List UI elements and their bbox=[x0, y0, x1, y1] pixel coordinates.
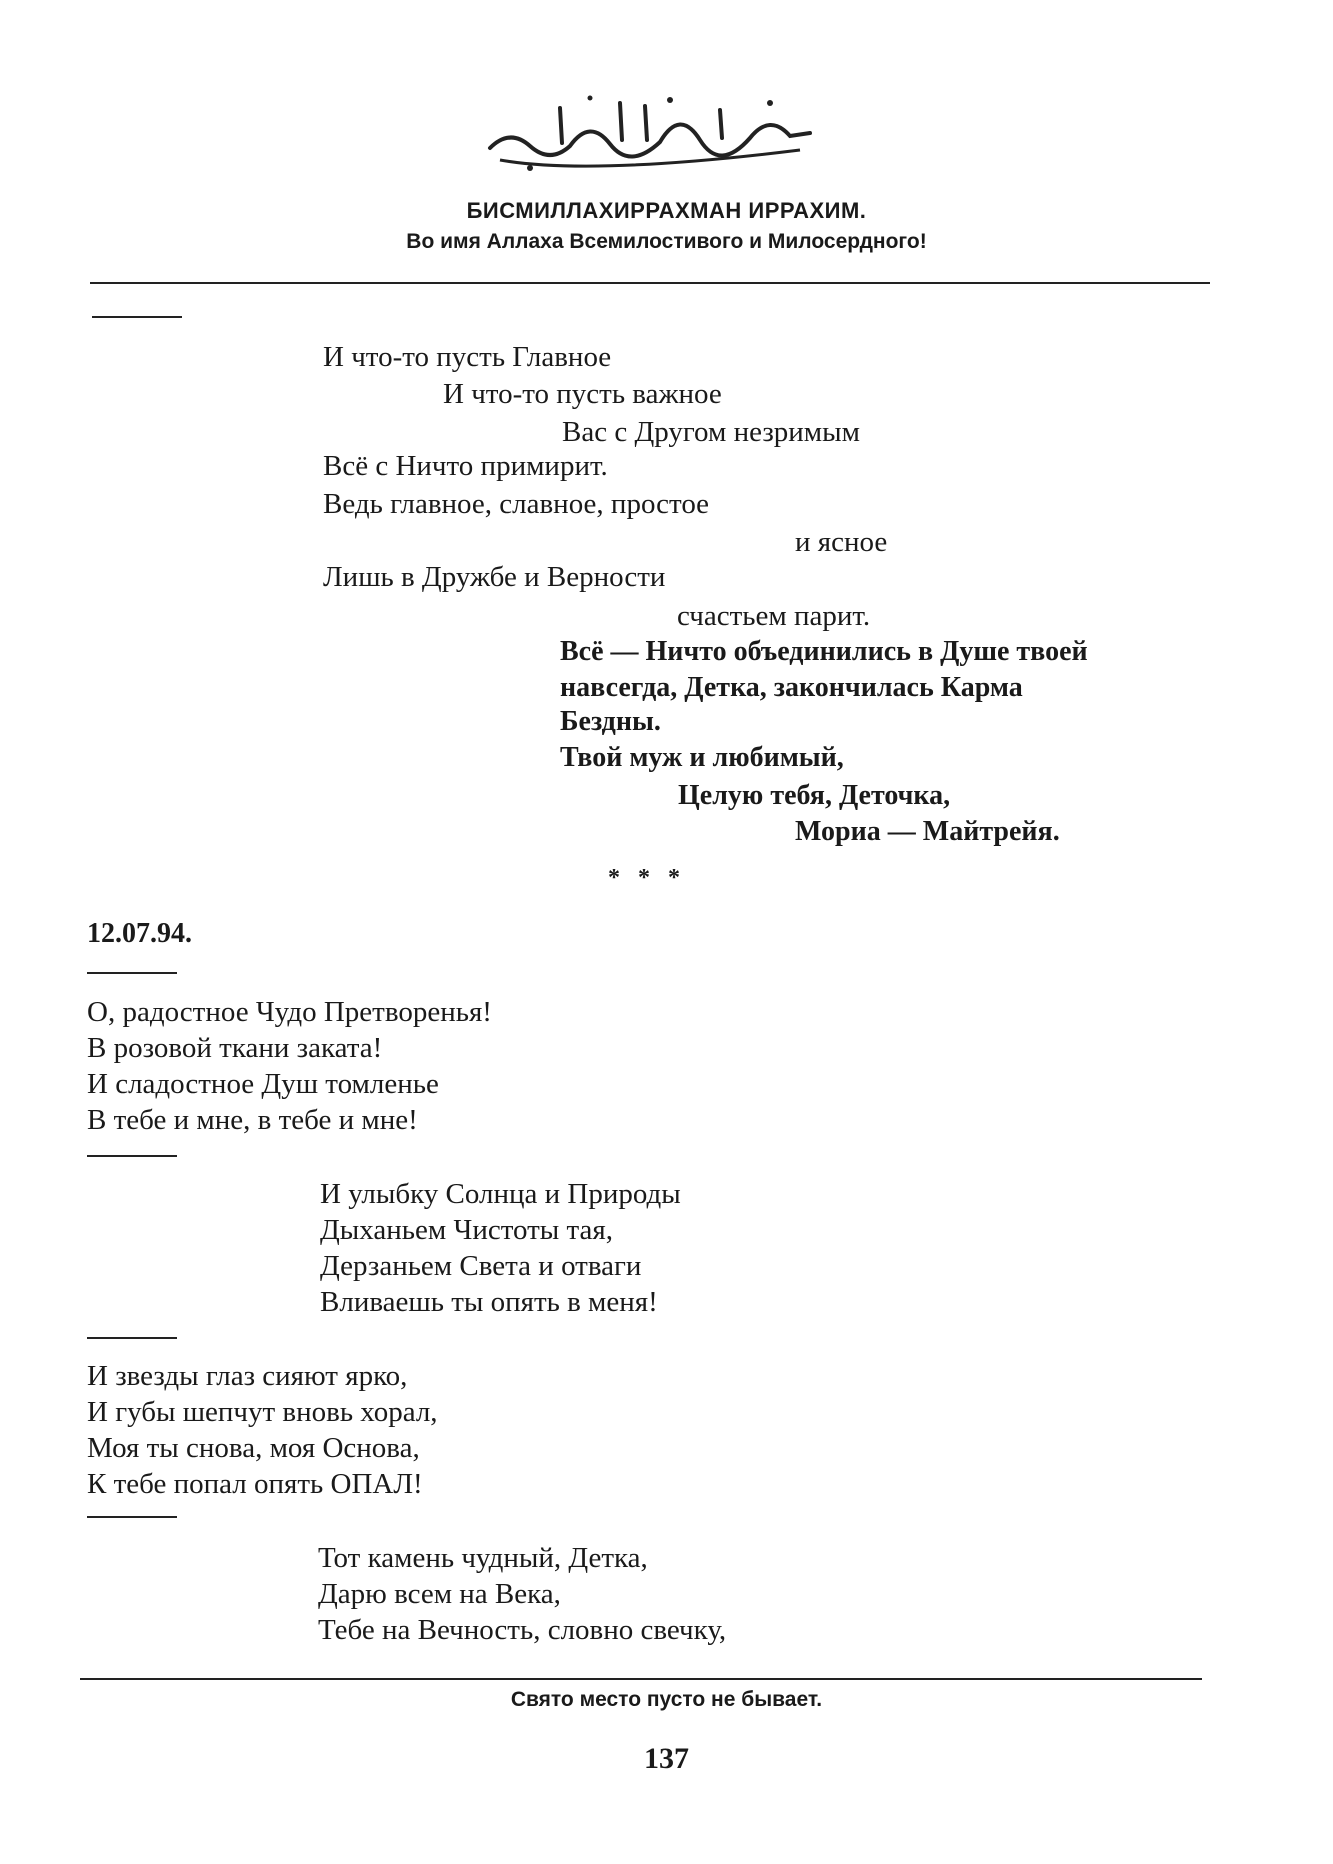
section-rule bbox=[87, 1516, 177, 1518]
verse-line: В тебе и мне, в тебе и мне! bbox=[87, 1104, 418, 1136]
verse-line: Вливаешь ты опять в меня! bbox=[320, 1286, 658, 1318]
verse-line-bold: Всё — Ничто объединились в Душе твоей bbox=[560, 636, 1088, 667]
bismillah-calligraphy bbox=[470, 88, 830, 178]
page-number: 137 bbox=[644, 1742, 689, 1775]
verse-line: К тебе попал опять ОПАЛ! bbox=[87, 1468, 423, 1500]
verse-line: В розовой ткани заката! bbox=[87, 1032, 383, 1064]
verse-line: Моя ты снова, моя Основа, bbox=[87, 1432, 420, 1464]
verse-line: О, радостное Чудо Претворенья! bbox=[87, 996, 492, 1028]
verse-line-bold: Целую тебя, Деточка, bbox=[678, 780, 951, 811]
verse-line: И губы шепчут вновь хорал, bbox=[87, 1396, 438, 1428]
verse-line: и ясное bbox=[795, 526, 888, 558]
verse-line: Тот камень чудный, Детка, bbox=[318, 1542, 648, 1574]
verse-line: И сладостное Душ томленье bbox=[87, 1068, 439, 1100]
section-rule bbox=[87, 1155, 177, 1157]
verse-line: Дарю всем на Века, bbox=[318, 1578, 561, 1610]
stanza-separator: * * * bbox=[608, 865, 686, 891]
section-rule bbox=[87, 972, 177, 974]
verse-line: Дерзаньем Света и отваги bbox=[320, 1250, 642, 1282]
footer-rule bbox=[80, 1678, 1202, 1680]
verse-line: Вас с Другом незримым bbox=[562, 416, 860, 448]
verse-line: Тебе на Вечность, словно свечку, bbox=[318, 1614, 727, 1646]
verse-line: Ведь главное, славное, простое bbox=[323, 488, 710, 520]
header-title: БИСМИЛЛАХИРРАХМАН ИРРАХИМ. bbox=[466, 198, 867, 223]
footer-proverb: Свято место пусто не бывает. bbox=[510, 1688, 823, 1711]
verse-line-bold: Бездны. bbox=[560, 706, 661, 737]
verse-line-bold: Твой муж и любимый, bbox=[560, 742, 844, 773]
verse-line-bold: Мориа — Майтрейя. bbox=[795, 816, 1060, 847]
section-rule bbox=[87, 1337, 177, 1339]
entry-date: 12.07.94. bbox=[87, 918, 192, 949]
verse-line-bold: навсегда, Детка, закончилась Карма bbox=[560, 672, 1023, 703]
verse-line: И что-то пусть важное bbox=[443, 378, 722, 410]
verse-line: И улыбку Солнца и Природы bbox=[320, 1178, 681, 1210]
verse-line: И что-то пусть Главное bbox=[323, 341, 612, 373]
section-rule bbox=[92, 316, 182, 318]
verse-line: Всё с Ничто примирит. bbox=[323, 450, 608, 482]
header-rule bbox=[90, 282, 1210, 284]
verse-line: Лишь в Дружбе и Верности bbox=[323, 561, 666, 593]
verse-line: И звезды глаз сияют ярко, bbox=[87, 1360, 408, 1392]
header-subtitle: Во имя Аллаха Всемилостивого и Милосердного! bbox=[406, 230, 927, 253]
verse-line: счастьем парит. bbox=[677, 600, 871, 632]
verse-line: Дыханьем Чистоты тая, bbox=[320, 1214, 614, 1246]
